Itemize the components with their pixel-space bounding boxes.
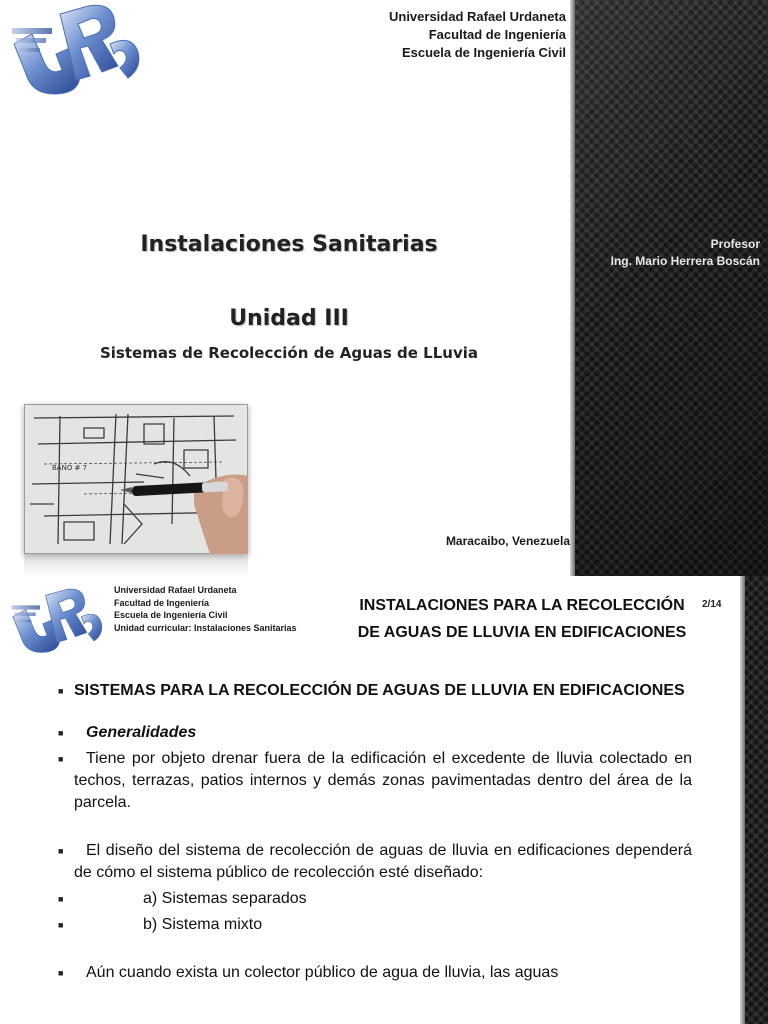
list-item <box>58 914 692 936</box>
professor-label: Profesor <box>710 237 760 251</box>
subheading-item <box>58 722 692 744</box>
slide-body <box>58 680 692 984</box>
slide-title <box>326 592 718 646</box>
paragraph-item <box>58 962 692 984</box>
section-heading <box>58 680 692 702</box>
square-bullet-icon: ■ <box>58 968 64 978</box>
header-course-line: Unidad curricular: Instalaciones Sanitarias <box>114 622 297 633</box>
header-university-line: Universidad Rafael Urdaneta <box>114 585 237 595</box>
content-slide <box>0 576 768 1024</box>
professor-name: Ing. Mario Herrera Boscán <box>610 254 760 268</box>
slide-divider <box>740 576 745 1024</box>
paragraph-text: Aún cuando exista un colector público de agua de lluvia, las aguas <box>86 964 559 981</box>
location-text: Maracaibo, Venezuela <box>445 534 570 548</box>
unit-title: Unidad III <box>229 306 349 331</box>
square-bullet-icon: ■ <box>58 920 64 930</box>
blueprint-photo <box>24 404 248 554</box>
subheading-text: Generalidades <box>86 724 197 741</box>
faculty-line: Facultad de Ingeniería <box>428 27 566 42</box>
header-university-block <box>114 584 297 634</box>
photo-reflection <box>24 554 248 576</box>
university-line: Universidad Rafael Urdaneta <box>388 9 566 24</box>
paragraph-text: Tiene por objeto drenar fuera de la edificación el excedente de lluvia colectado en techos, terrazas, patios internos y demás zonas pavimentadas dentro del área de la parcela. <box>74 750 692 811</box>
unit-subtitle: Sistemas de Recolección de Aguas de LLuvia <box>99 344 479 362</box>
header-school-line: Escuela de Ingeniería Civil <box>114 610 228 620</box>
slide-divider <box>570 0 575 576</box>
list-item-text: b) Sistema mixto <box>143 916 263 933</box>
paragraph-text: El diseño del sistema de recolección de aguas de lluvia en edificaciones dependerá de cómo el sistema público de recolección esté diseñado: <box>74 842 692 881</box>
dark-carbon-panel <box>744 576 768 1024</box>
professor-block <box>584 236 760 270</box>
school-line: Escuela de Ingeniería Civil <box>401 45 566 60</box>
square-bullet-icon: ■ <box>58 728 64 738</box>
list-item-text: a) Sistemas separados <box>143 890 307 907</box>
list-item <box>58 888 692 910</box>
square-bullet-icon: ■ <box>58 846 64 856</box>
paragraph-item <box>58 840 692 884</box>
university-logo <box>10 4 142 96</box>
dark-carbon-panel <box>574 0 768 576</box>
square-bullet-icon: ■ <box>58 754 64 764</box>
university-name-block <box>389 8 566 62</box>
header-faculty-line: Facultad de Ingeniería <box>114 597 210 608</box>
paragraph-item <box>58 748 692 814</box>
square-bullet-icon: ■ <box>58 894 64 904</box>
page-number: 2/14 <box>702 599 722 610</box>
section-heading-text: SISTEMAS PARA LA RECOLECCIÓN DE AGUAS DE LLUVIA EN EDIFICACIONES <box>74 682 685 699</box>
blueprint-label: BAÑO # 7 <box>52 464 88 472</box>
slide-title-line-2: DE AGUAS DE LLUVIA EN EDIFICACIONES <box>357 624 687 641</box>
slide-title-line-1: INSTALACIONES PARA LA RECOLECCIÓN <box>359 597 685 614</box>
course-title: Instalaciones Sanitarias <box>140 232 438 257</box>
university-logo <box>10 588 104 654</box>
square-bullet-icon: ■ <box>58 686 64 696</box>
